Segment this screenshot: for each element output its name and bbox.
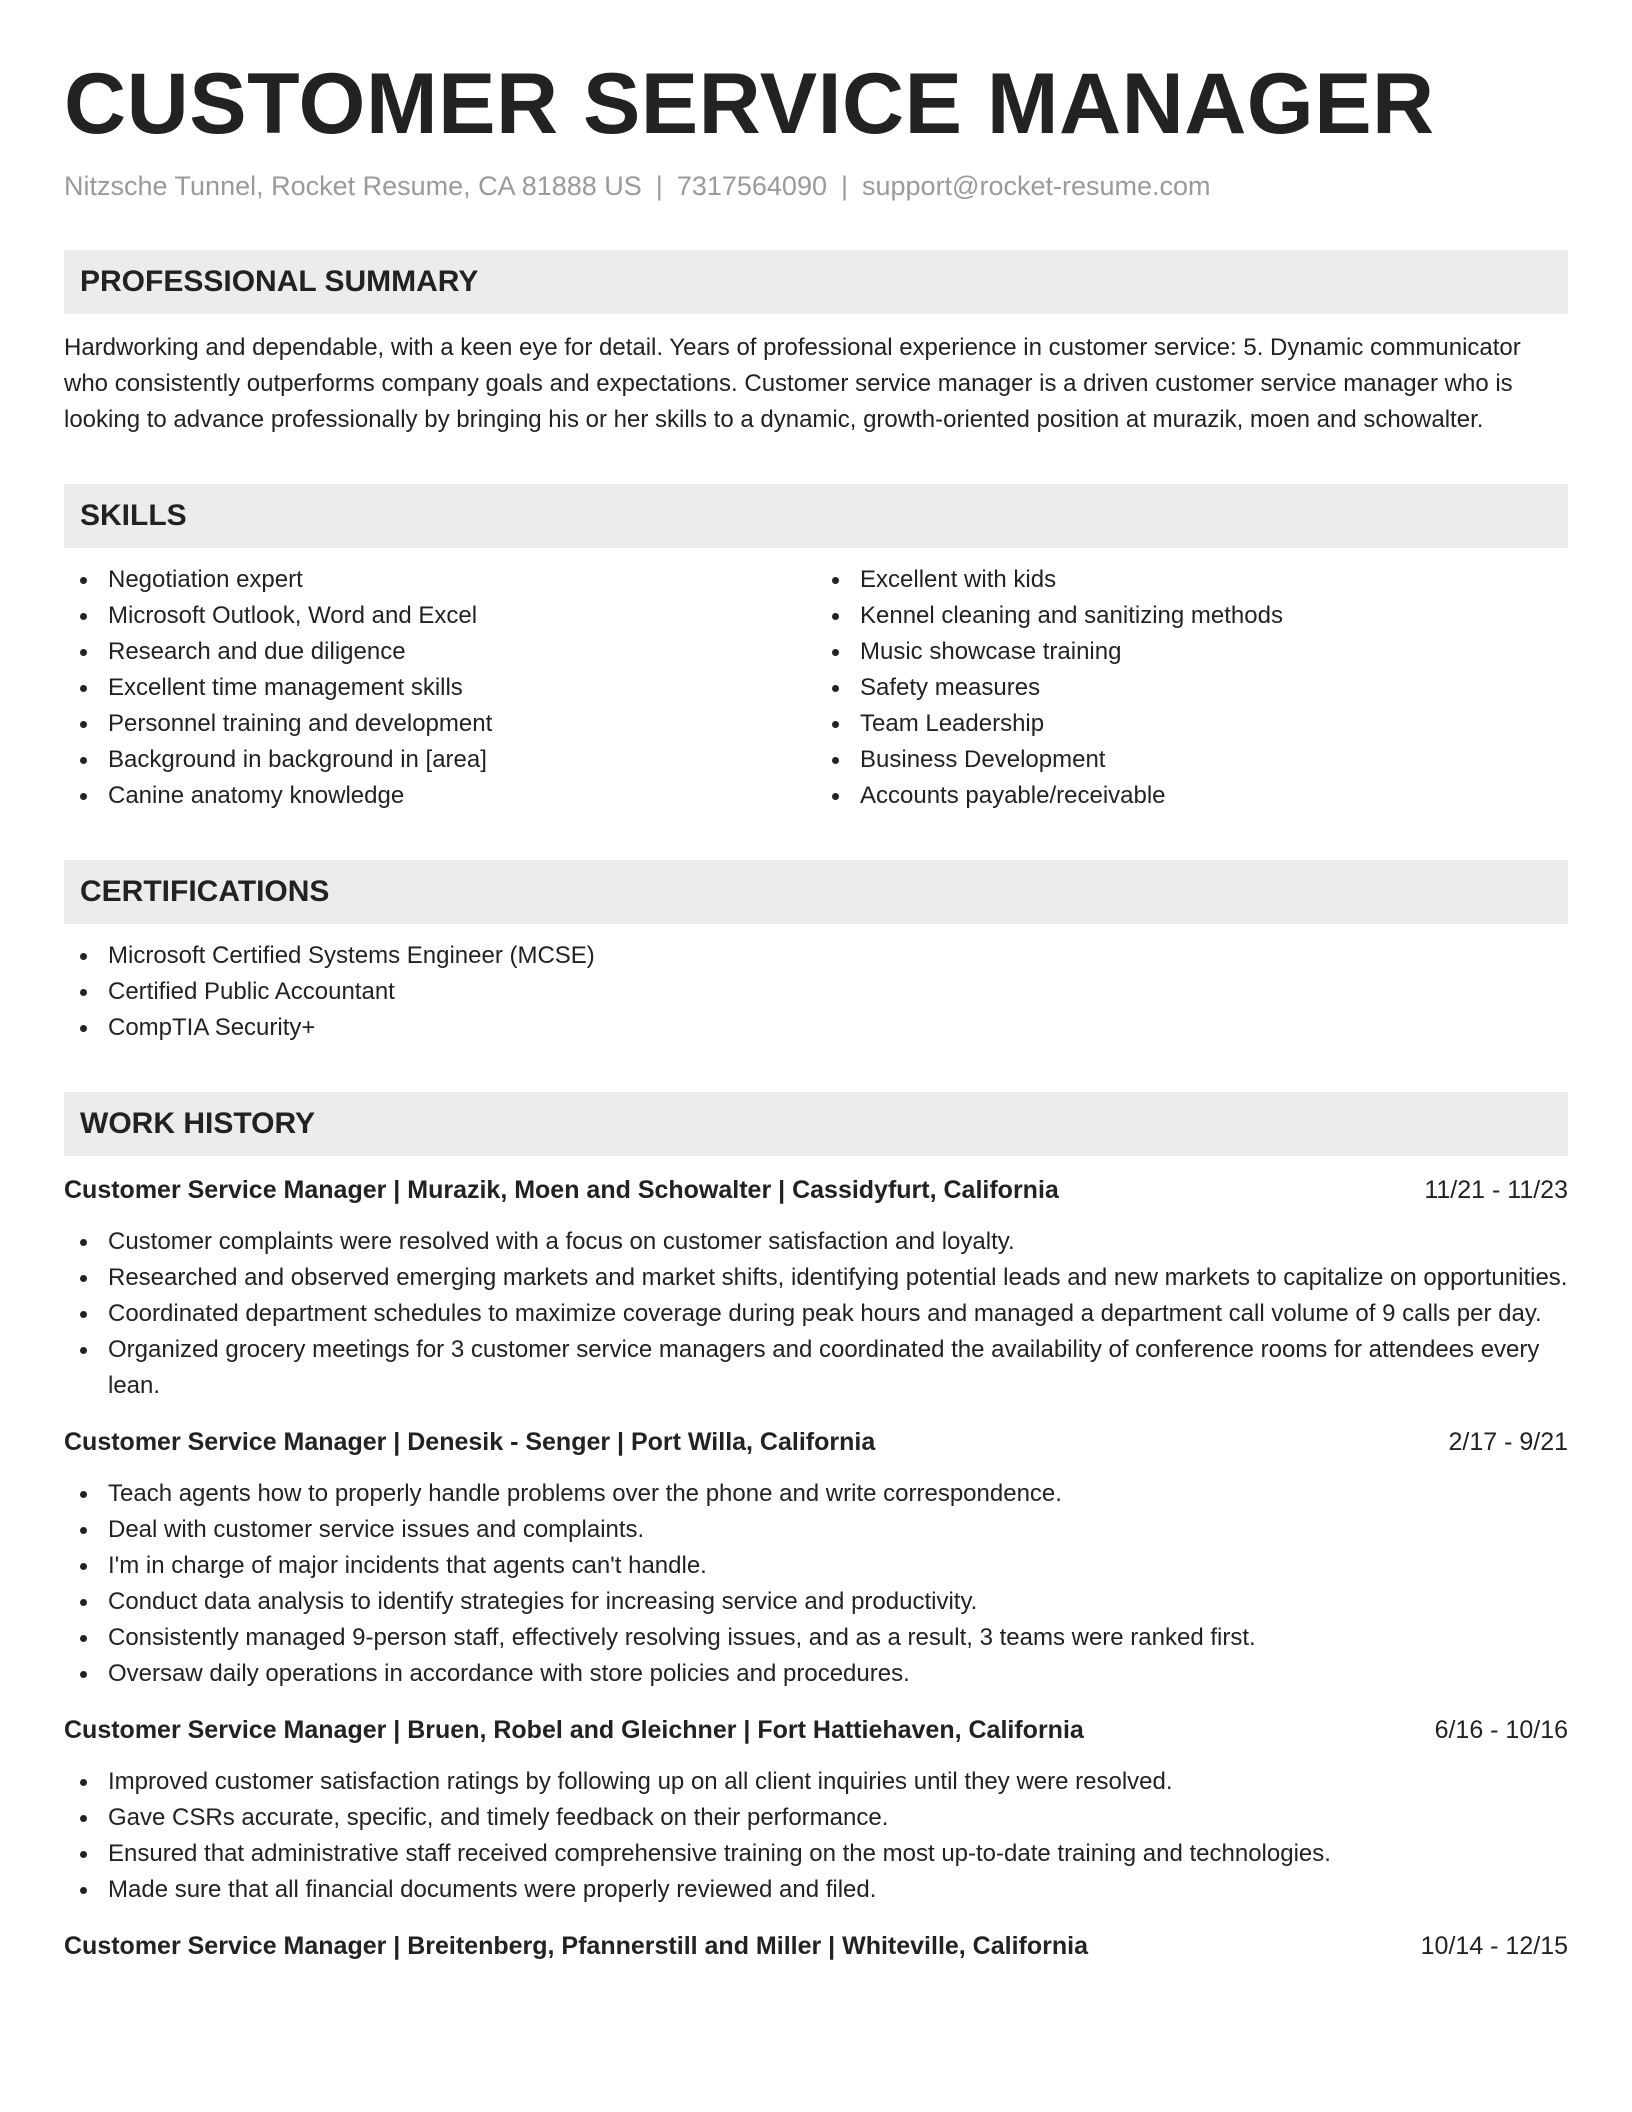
contact-address: Nitzsche Tunnel, Rocket Resume, CA 81888 US	[64, 171, 642, 201]
job-bullet: Customer complaints were resolved with a focus on customer satisfaction and loyalty.	[64, 1224, 1568, 1260]
job-bullet: Organized grocery meetings for 3 customer service managers and coordinated the availability of conference rooms for attendees every lean.	[64, 1332, 1568, 1404]
work-history-heading: WORK HISTORY	[64, 1092, 1568, 1156]
skills-column-right	[816, 562, 1568, 814]
job-bullet: Coordinated department schedules to maximize coverage during peak hours and managed a department call volume of 9 calls per day.	[64, 1296, 1568, 1332]
job-bullet: Conduct data analysis to identify strategies for increasing service and productivity.	[64, 1584, 1568, 1620]
summary-text: Hardworking and dependable, with a keen eye for detail. Years of professional experience in customer service: 5. Dynamic communicator who consistently outperforms company goals and expectations. Customer service manager is a driven customer service manager who is looking to advance professionally by bringing his or her skills to a dynamic, growth-oriented position at murazik, moen and schowalter.	[64, 334, 1521, 433]
job-bullets	[64, 1764, 1568, 1908]
skill-item: Team Leadership	[816, 706, 1568, 742]
job-bullet: Improved customer satisfaction ratings by following up on all client inquiries until they were resolved.	[64, 1764, 1568, 1800]
job-bullet: Consistently managed 9-person staff, effectively resolving issues, and as a result, 3 teams were ranked first.	[64, 1620, 1568, 1656]
job-bullet: Oversaw daily operations in accordance with store policies and procedures.	[64, 1656, 1568, 1692]
job-dates: 10/14 - 12/15	[1420, 1932, 1568, 1960]
skill-item: Business Development	[816, 742, 1568, 778]
skill-item: Microsoft Outlook, Word and Excel	[64, 598, 816, 634]
skill-item: Safety measures	[816, 670, 1568, 706]
job-entry	[64, 1424, 1568, 1692]
skill-item: Excellent time management skills	[64, 670, 816, 706]
certification-item: Certified Public Accountant	[64, 974, 1568, 1010]
skill-item: Research and due diligence	[64, 634, 816, 670]
certifications-heading: CERTIFICATIONS	[64, 860, 1568, 924]
job-entry	[64, 1172, 1568, 1404]
skill-item: Kennel cleaning and sanitizing methods	[816, 598, 1568, 634]
skill-item: Accounts payable/receivable	[816, 778, 1568, 814]
skills-heading: SKILLS	[64, 484, 1568, 548]
job-dates: 11/21 - 11/23	[1424, 1176, 1568, 1204]
job-header	[64, 1172, 1568, 1208]
job-header	[64, 1712, 1568, 1748]
candidate-title: CUSTOMER SERVICE MANAGER	[64, 56, 1435, 152]
job-bullet: Teach agents how to properly handle problems over the phone and write correspondence.	[64, 1476, 1568, 1512]
job-bullet: Gave CSRs accurate, specific, and timely feedback on their performance.	[64, 1800, 1568, 1836]
skill-item: Personnel training and development	[64, 706, 816, 742]
job-title: Customer Service Manager | Breitenberg, Pfannerstill and Miller | Whiteville, California	[64, 1932, 1088, 1960]
certification-item: CompTIA Security+	[64, 1010, 1568, 1046]
job-title: Customer Service Manager | Denesik - Senger | Port Willa, California	[64, 1428, 876, 1456]
skill-item: Music showcase training	[816, 634, 1568, 670]
contact-separator: |	[655, 171, 663, 201]
job-header	[64, 1424, 1568, 1460]
certification-item: Microsoft Certified Systems Engineer (MCSE)	[64, 938, 1568, 974]
job-bullet: Ensured that administrative staff received comprehensive training on the most up-to-date training and technologies.	[64, 1836, 1568, 1872]
job-entry	[64, 1928, 1568, 1964]
contact-separator: |	[840, 171, 848, 201]
skill-item: Negotiation expert	[64, 562, 816, 598]
contact-phone: 7317564090	[676, 171, 827, 201]
job-entry	[64, 1712, 1568, 1908]
job-bullet: Researched and observed emerging markets and market shifts, identifying potential leads and new markets to capitalize on opportunities.	[64, 1260, 1568, 1296]
contact-line	[64, 168, 1568, 204]
job-bullet: I'm in charge of major incidents that agents can't handle.	[64, 1548, 1568, 1584]
contact-email: support@rocket-resume.com	[862, 171, 1211, 201]
skill-item: Background in background in [area]	[64, 742, 816, 778]
certifications-list	[64, 938, 1568, 1046]
summary-heading: PROFESSIONAL SUMMARY	[64, 250, 1568, 314]
job-bullet: Deal with customer service issues and complaints.	[64, 1512, 1568, 1548]
skill-item: Excellent with kids	[816, 562, 1568, 598]
job-bullet: Made sure that all financial documents were properly reviewed and filed.	[64, 1872, 1568, 1908]
skill-item: Canine anatomy knowledge	[64, 778, 816, 814]
skills-list	[64, 548, 1568, 814]
job-bullets	[64, 1224, 1568, 1404]
job-title: Customer Service Manager | Bruen, Robel and Gleichner | Fort Hattiehaven, California	[64, 1716, 1084, 1744]
job-title: Customer Service Manager | Murazik, Moen and Schowalter | Cassidyfurt, California	[64, 1176, 1059, 1204]
skills-column-left	[64, 562, 816, 814]
job-dates: 6/16 - 10/16	[1434, 1716, 1568, 1744]
job-dates: 2/17 - 9/21	[1448, 1428, 1568, 1456]
job-header	[64, 1928, 1568, 1964]
job-bullets	[64, 1476, 1568, 1692]
